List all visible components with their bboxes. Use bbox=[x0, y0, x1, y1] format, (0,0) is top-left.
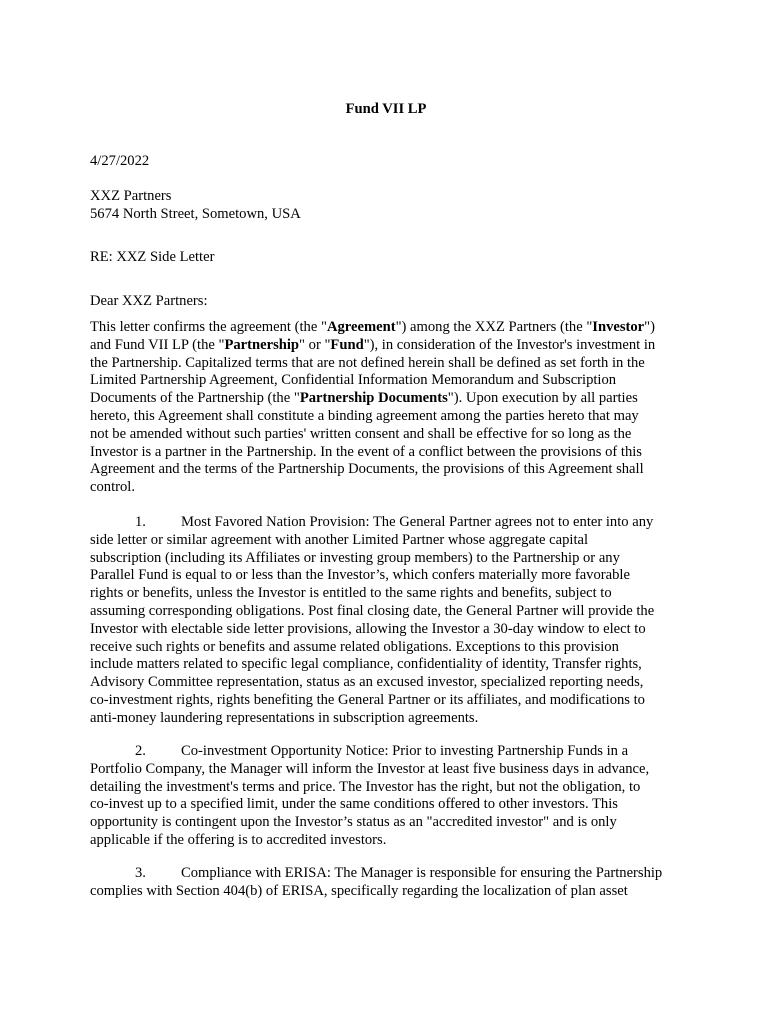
letter-date: 4/27/2022 bbox=[90, 153, 150, 169]
intro-text: This letter confirms the agreement (the " bbox=[90, 319, 327, 335]
intro-text: "). Upon execution by all parties bbox=[447, 390, 638, 407]
item-line: include matters related to specific legal compliance, confidentiality of identity, Transfer rights, bbox=[90, 656, 642, 673]
item-line: co-invest up to a specified limit, under the same conditions offered to other investors. This bbox=[90, 796, 618, 813]
recipient-address: 5674 North Street, Sometown, USA bbox=[90, 205, 301, 222]
item-line: Advisory Committee representation, status as an excused investor, specialized reporting needs, bbox=[90, 674, 644, 691]
intro-line-2 bbox=[90, 337, 682, 355]
item-line: Portfolio Company, the Manager will inform the Investor at least five business days in advance, bbox=[90, 760, 650, 777]
recipient-name: XXZ Partners bbox=[90, 188, 172, 204]
numbered-item bbox=[90, 743, 682, 850]
item-line: Parallel Fund is equal to or less than the Investor’s, which confers materially more favorable bbox=[90, 567, 630, 584]
intro-line-3: the Partnership. Capitalized terms that are not defined herein shall be defined as set forth in the bbox=[90, 354, 645, 371]
intro-line-4: Limited Partnership Agreement, Confidential Information Memorandum and Subscription bbox=[90, 372, 617, 389]
item-line: detailing the investment's terms and price. The Investor has the right, but not the obligation, to bbox=[90, 778, 641, 795]
item-line bbox=[90, 514, 682, 532]
intro-line-1 bbox=[90, 319, 682, 337]
item-line: applicable if the offering is to accredited investors. bbox=[90, 831, 387, 848]
item-text: Compliance with ERISA: The Manager is responsible for ensuring the Partnership bbox=[181, 865, 663, 881]
numbered-item bbox=[90, 514, 682, 728]
intro-line-9: Agreement and the terms of the Partnership Documents, the provisions of this Agreement shall bbox=[90, 461, 644, 478]
item-line: receive such rights or benefits and assume related obligations. Exceptions to this provision bbox=[90, 638, 619, 655]
item-line: side letter or similar agreement with another Limited Partner whose aggregate capital bbox=[90, 531, 589, 548]
item-line: Investor with electable side letter provisions, allowing the Investor a 30-day window to elect to bbox=[90, 620, 646, 637]
intro-line-8: Investor is a partner in the Partnership. In the event of a conflict between the provisions of this bbox=[90, 443, 642, 460]
intro-paragraph bbox=[90, 319, 682, 497]
item-number: 2. bbox=[135, 743, 146, 759]
item-line bbox=[90, 743, 682, 761]
item-line: co-investment rights, rights benefiting the General Partner or its affiliates, and modifications to bbox=[90, 691, 645, 708]
re-line: RE: XXZ Side Letter bbox=[90, 249, 215, 265]
item-line bbox=[90, 865, 682, 883]
item-number: 3. bbox=[135, 865, 146, 881]
intro-line-6: hereto, this Agreement shall constitute a binding agreement among the parties hereto that may bbox=[90, 407, 639, 424]
defined-term-partnership-documents: Partnership Documents bbox=[299, 390, 448, 407]
numbered-item bbox=[90, 865, 682, 901]
item-line: subscription (including its Affiliates or investing group members) to the Partnership or any bbox=[90, 549, 620, 566]
intro-text: ") bbox=[644, 319, 655, 335]
intro-line-7: not be amended without such parties' written consent and shall be effective for so long as the bbox=[90, 425, 632, 442]
defined-term-partnership: Partnership bbox=[224, 336, 300, 353]
item-line: opportunity is contingent upon the Investor’s status as an "accredited investor" and is only bbox=[90, 814, 617, 831]
defined-term-investor: Investor bbox=[592, 319, 645, 335]
defined-term-agreement: Agreement bbox=[326, 319, 396, 335]
item-line: rights or benefits, unless the Investor is entitled to the same rights and benefits, subject to bbox=[90, 585, 612, 602]
item-line: assuming corresponding obligations. Post final closing date, the General Partner will provide the bbox=[90, 602, 655, 619]
intro-text: and Fund VII LP (the " bbox=[90, 336, 225, 353]
intro-text: Documents of the Partnership (the " bbox=[90, 390, 300, 407]
recipient-block bbox=[90, 188, 301, 224]
intro-line-10: control. bbox=[90, 479, 135, 496]
item-line: anti-money laundering representations in subscription agreements. bbox=[90, 709, 479, 726]
intro-text: "), in consideration of the Investor's investment in bbox=[363, 336, 656, 353]
intro-text: ") among the XXZ Partners (the " bbox=[395, 319, 593, 335]
intro-text: " or " bbox=[299, 336, 331, 353]
intro-line-5 bbox=[90, 390, 682, 408]
item-line: complies with Section 404(b) of ERISA, specifically regarding the localization of plan asset bbox=[90, 882, 628, 899]
item-number: 1. bbox=[135, 514, 146, 530]
defined-term-fund: Fund bbox=[330, 336, 364, 353]
item-text: Most Favored Nation Provision: The General Partner agrees not to enter into any bbox=[181, 514, 654, 530]
document-title: Fund VII LP bbox=[345, 101, 427, 117]
salutation: Dear XXZ Partners: bbox=[90, 293, 208, 309]
item-text: Co-investment Opportunity Notice: Prior to investing Partnership Funds in a bbox=[181, 743, 629, 759]
